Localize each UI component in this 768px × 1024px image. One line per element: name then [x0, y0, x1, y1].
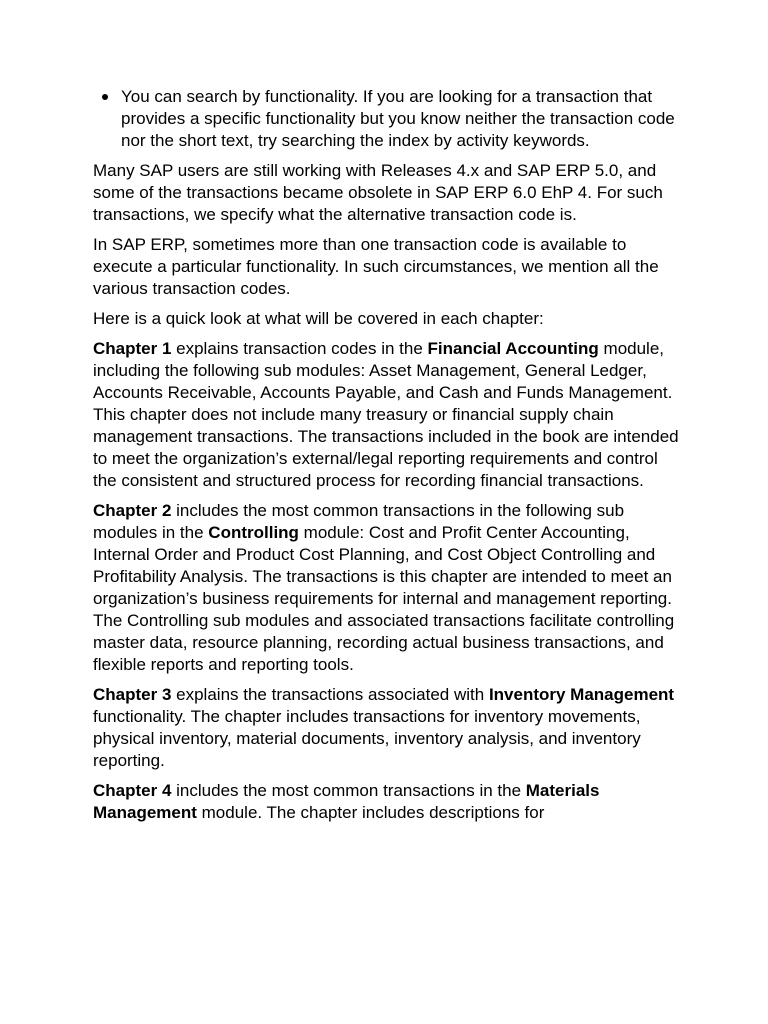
chapter-1-paragraph	[93, 338, 681, 492]
paragraph-multiple-codes: In SAP ERP, sometimes more than one transaction code is available to execute a particular functionality. In such circumstances, we mention all the various transaction codes.	[93, 235, 659, 298]
document-page	[93, 86, 681, 832]
bullet-list	[93, 86, 681, 152]
chapter-3-paragraph	[93, 684, 681, 772]
paragraph-overview: Here is a quick look at what will be covered in each chapter:	[93, 309, 544, 328]
chapter-4-paragraph	[93, 780, 681, 824]
chapter-2-module: Controlling	[208, 523, 299, 542]
chapter-1-intro: explains transaction codes in the	[171, 339, 428, 358]
chapter-1-description: module, including the following sub modules: Asset Management, General Ledger, Accounts Receivable, Accounts Payable, and Cash and Funds Management. This chapter does not include many treasury or financial supply chain management transactions. The transactions included in the book are intended to meet the organization’s external/legal reporting requirements and control the consistent and structured process for recording financial transactions.	[93, 339, 679, 490]
chapter-4-description: module. The chapter includes descriptions for	[196, 803, 545, 822]
paragraph-releases: Many SAP users are still working with Releases 4.x and SAP ERP 5.0, and some of the transactions became obsolete in SAP ERP 6.0 EhP 4. For such transactions, we specify what the alternative transaction code is.	[93, 161, 663, 224]
chapter-3-description: functionality. The chapter includes transactions for inventory movements, physical inventory, material documents, inventory analysis, and inventory reporting.	[93, 707, 641, 770]
chapter-2-intro: includes the most common transactions in the following sub modules in the	[93, 501, 625, 542]
chapter-3-module: Inventory Management	[488, 685, 675, 704]
chapter-4-label: Chapter 4	[93, 781, 172, 800]
chapter-2-paragraph	[93, 500, 681, 676]
chapter-4-intro: includes the most common transactions in the	[171, 781, 526, 800]
chapter-4-module: Materials Management	[93, 781, 600, 822]
chapter-1-label: Chapter 1	[93, 339, 172, 358]
chapter-3-intro: explains the transactions associated with	[171, 685, 489, 704]
list-item	[121, 86, 681, 152]
chapter-2-description: module: Cost and Profit Center Accounting, Internal Order and Product Cost Planning, and Cost Object Controlling and Profitability Analysis. The transactions is this chapter are intended to meet an organization’s business requirements for internal and management reporting. The Controlling sub modules and associated transactions facilitate controlling master data, resource planning, recording actual business transactions, and flexible reports and reporting tools.	[93, 523, 675, 674]
chapter-2-label: Chapter 2	[93, 501, 172, 520]
chapter-1-module: Financial Accounting	[427, 339, 599, 358]
bullet-text: You can search by functionality. If you are looking for a transaction that provides a specific functionality but you know neither the transaction code nor the short text, try searching the index by activity keywords.	[121, 87, 675, 150]
chapter-3-label: Chapter 3	[93, 685, 172, 704]
bullet-icon	[102, 94, 108, 100]
